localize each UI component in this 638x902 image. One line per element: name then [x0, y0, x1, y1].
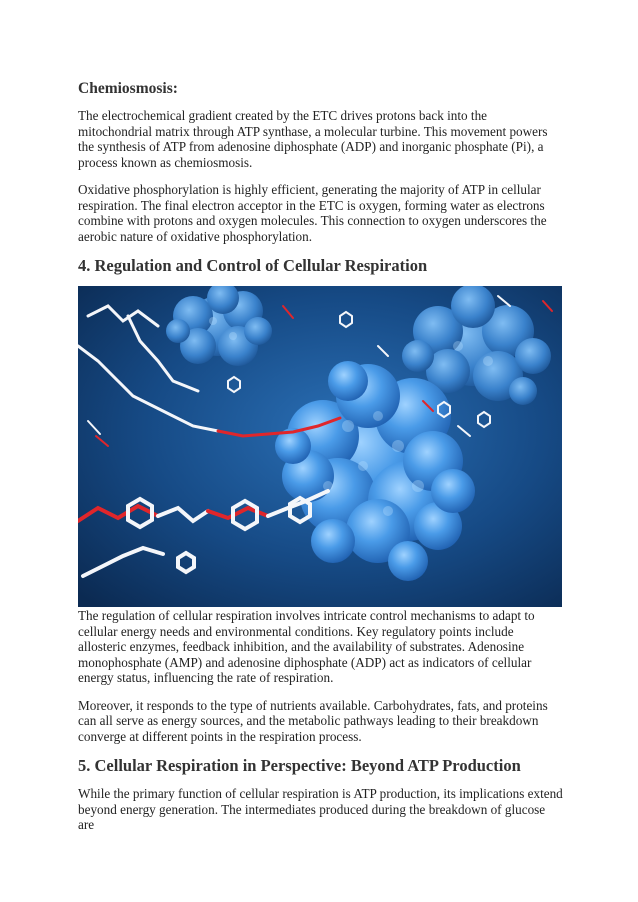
paragraph-chemiosmosis-1: The electrochemical gradient created by the ETC drives protons back into the mitochondrial matrix through ATP synthase, a molecular turbine. This movement powers the synthesis of ATP from adenosine diphosphate (ADP) and inorganic phosphate (Pi), a process known as chemiosmosis. [78, 108, 548, 170]
paragraph-perspective-1: While the primary function of cellular respiration is ATP production, its implications extend beyond energy generation. The intermediates produced during the breakdown of glucose are [78, 786, 563, 832]
paragraph-regulation-2: Moreover, it responds to the type of nutrients available. Carbohydrates, fats, and proteins can all serve as energy sources, and the metabolic pathways leading to their breakdown converge at different points in the respiration process. [78, 697, 548, 744]
protein-illustration-svg [78, 286, 562, 607]
section-heading-chemiosmosis: Chemiosmosis: [78, 80, 178, 97]
paragraph-chemiosmosis-2: Oxidative phosphorylation is highly efficient, generating the majority of ATP in cellular respiration. The final electron acceptor in the ETC is oxygen, forming water as electrons combine with protons and oxygen molecules. This connection to oxygen underscores the aerobic nature of oxidative phosphorylation. [78, 182, 547, 244]
page-content [78, 80, 564, 845]
section-heading-perspective: 5. Cellular Respiration in Perspective: Beyond ATP Production [78, 756, 521, 775]
protein-molecule-illustration [78, 286, 562, 607]
section-heading-regulation: 4. Regulation and Control of Cellular Respiration [78, 256, 428, 275]
paragraph-regulation-1: The regulation of cellular respiration involves intricate control mechanisms to adapt to cellular energy needs and environmental conditions. Key regulatory points include allosteric enzymes, feedback inhibition, and the availability of substrates. Adenosine monophosphate (AMP) and adenosine diphosphate (ADP) act as indicators of cellular energy status, influencing the rate of respiration. [78, 608, 535, 685]
